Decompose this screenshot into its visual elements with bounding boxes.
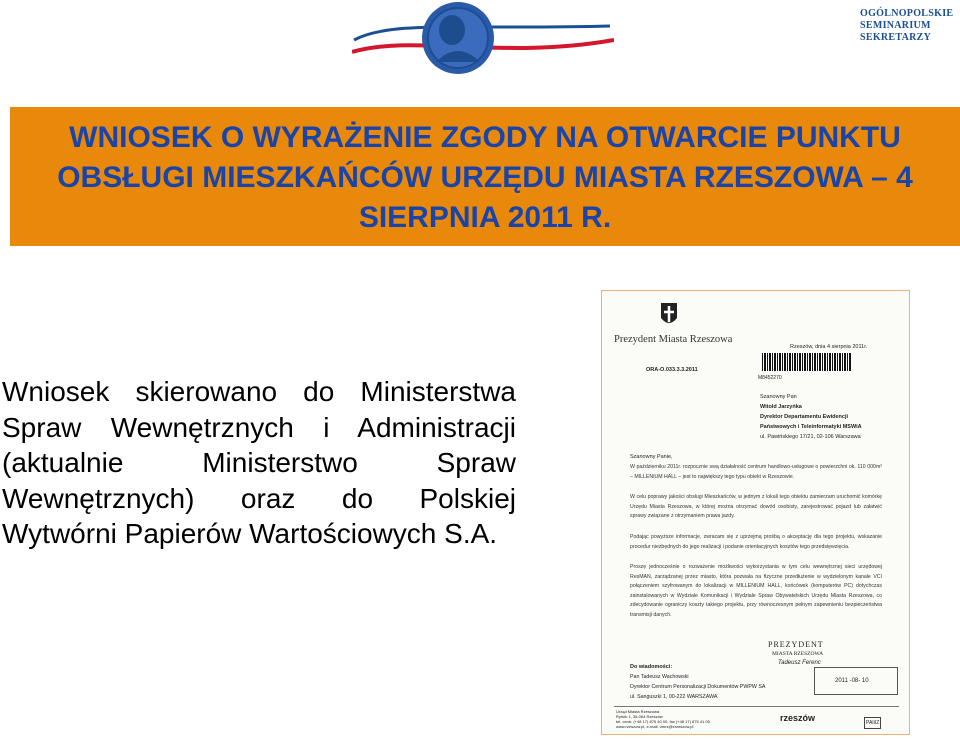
- logo-graphic: [352, 0, 614, 90]
- logo-line-3: SEKRETARZY: [860, 32, 932, 43]
- salutation: Szanowny Panie,: [630, 454, 673, 460]
- footer-address-1: Urząd Miasta Rzeszowa: [616, 709, 660, 714]
- letter-paragraph-3: Podając powyższe informacje, zwracam się z uprzejmą prośbą o akceptację dla tego projektu, wskazanie procedur niezbędnych do jego realizacji i podanie orientacyjnych kosztów tego przedsięwzięcia.: [630, 534, 882, 550]
- signature-line-3: Tadeusz Ferenc: [778, 660, 821, 666]
- addressee-5: ul. Pawińskiego 17/21, 02-106 Warszawa: [760, 434, 861, 440]
- cc-line-3: ul. Sanguszki 1, 00-222 WARSZAWA: [630, 694, 718, 700]
- letter-paragraph-1: W październiku 2011r. rozpocznie swą działalność centrum handlowo-usługowe o powierzchni ok. 110 000m² – MILLENIUM HALL – jest to największy tego typu obiekt w Rzeszowie.: [630, 464, 882, 480]
- footer-rule: [614, 706, 899, 707]
- banner-title: WNIOSEK O WYRAŻENIE ZGODY NA OTWARCIE PUNKTU OBSŁUGI MIESZKAŃCÓW URZĘDU MIASTA RZESZOWA – 4 SIERPNIA 2011 R.: [57, 121, 913, 234]
- body-paragraph: Wniosek skierowano do Ministerstwa Spraw Wewnętrznych i Administracji (aktualnie Ministerstwo Spraw Wewnętrznych) oraz do Polskiej Wytwórni Papierów Wartościowych S.A.: [2, 376, 516, 549]
- cc-title: Do wiadomości:: [630, 664, 673, 670]
- barcode-id: M8452270: [758, 375, 782, 381]
- footer-address-4: www.rzeszow.pl, e-mail: umrz@erzeszow.pl: [616, 724, 694, 729]
- rzeszow-logo: rzeszów: [780, 713, 816, 723]
- footer-address-2: Rynek 1, 35-064 Rzeszów: [616, 714, 663, 719]
- cc-line-1: Pan Tadeusz Wachowski: [630, 674, 689, 680]
- signature-line-2: MIASTA RZESZOWA: [772, 651, 824, 657]
- addressee-3: Dyrektor Departamentu Ewidencji: [760, 414, 849, 420]
- barcode: [762, 353, 852, 371]
- letter-paragraph-2: W celu poprawy jakości obsługi Mieszkańców, w jednym z lokali tego obiektu zamierzam uruchomić komórkę Urzędu Miasta Rzeszowa, w której można otrzymać dowód osobisty, zarejestrować pojazd lub załatwić sprawy związane z otrzymaniem prawa jazdy.: [630, 494, 882, 520]
- seminarium-logo: [352, 0, 954, 90]
- stamp-date: 2011 -08- 10: [835, 678, 869, 684]
- letter-sender: Prezydent Miasta Rzeszowa: [614, 334, 733, 345]
- scanned-letter: [601, 290, 910, 735]
- received-stamp: [814, 667, 898, 695]
- letter-date: Rzeszów, dnia 4 sierpnia 2011r.: [790, 344, 868, 350]
- footer-address-3: tel. centr. (+48 17) 875 40 00, fax (+48 17) 875 41 05: [616, 719, 710, 724]
- logo-line-1: OGÓLNOPOLSKIE: [860, 8, 954, 19]
- letter-paragraph-4: Proszę jednocześnie o rozważenie możliwości wykorzystania w tym celu wewnętrznej sieci urzędowej ResMAN, zarządzanej przez miasto, która pozwala na fizyczne przedłużenie w wydzielonym kanale VCI połączeniem szyfrowanym do lokalizacji w MILLENIUM HALL, końcówek (komputerów PC) dotychczas zainstalowanych w Wydziale Komunikacji i Wydziale Spraw Obywatelskich Urzędu Miasta Rzeszowa, co zdecydowanie ograniczy koszty takiego projektu, przy równoczesnym pełnym zapewnieniu bezpieczeństwa transmisji danych.: [630, 564, 882, 618]
- addressee-2: Witold Jarzyńka: [760, 404, 802, 410]
- addressee-1: Szanowny Pan: [760, 394, 797, 400]
- addressee-4: Państwowych i Teleinformatyki MSWiA: [760, 424, 862, 430]
- letter-ref: ORA-O.033.3.3.2011: [646, 367, 698, 373]
- signature-line-1: PREZYDENT: [768, 640, 824, 649]
- logo-line-2: SEMINARIUM: [860, 20, 931, 31]
- title-banner: [10, 107, 960, 246]
- paiiz-logo: PAIiIZ: [864, 717, 881, 729]
- cc-line-2: Dyrektor Centrum Personalizacji Dokumentów PWPW SA: [630, 684, 766, 690]
- city-crest-icon: [660, 302, 678, 328]
- logo-text: [860, 8, 953, 44]
